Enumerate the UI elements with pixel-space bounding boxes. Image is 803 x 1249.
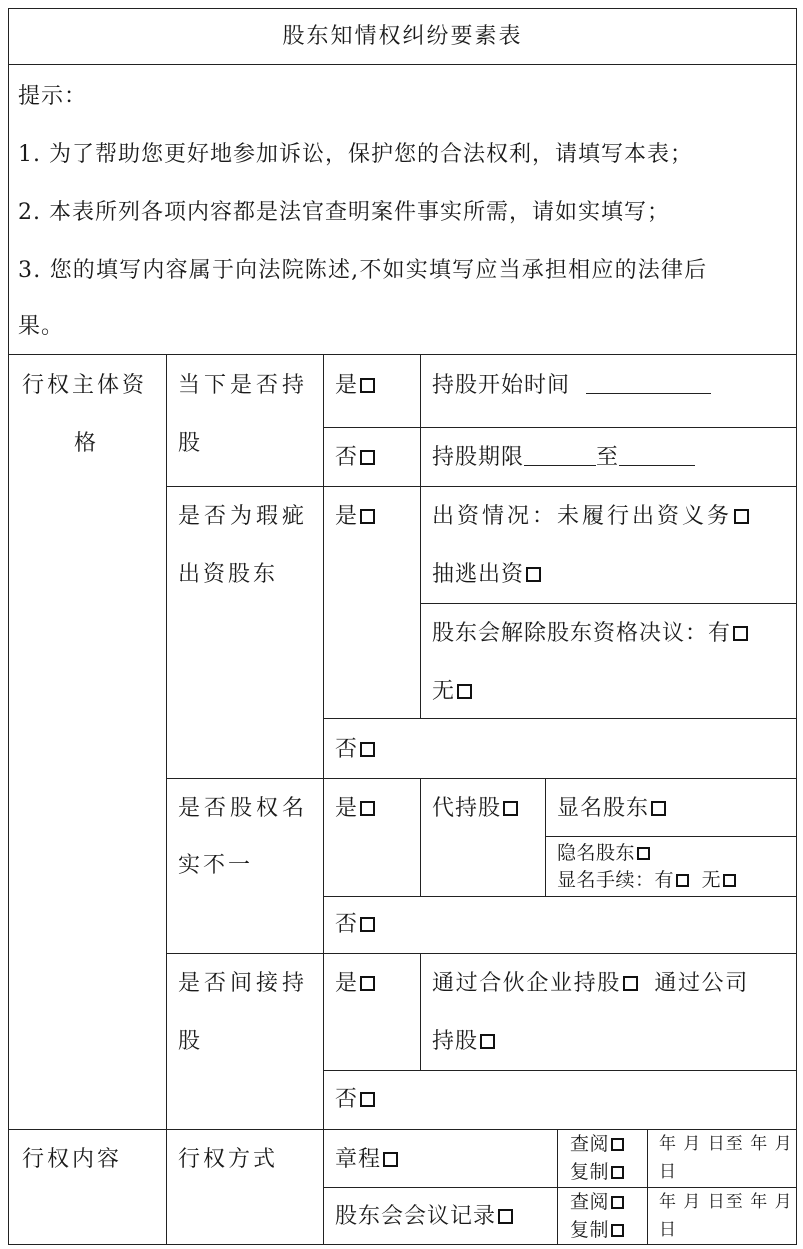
resolution-label: 股东会解除股东资格决议：有 — [432, 621, 732, 646]
defective-yes-checkbox[interactable] — [360, 509, 375, 524]
named-shareholder-option[interactable] — [557, 796, 666, 822]
procedure-label: 显名手续：有 — [557, 869, 675, 891]
articles-date-range: 年 月 日至 年 月 — [659, 1134, 793, 1154]
indirect-via-options — [432, 971, 749, 997]
via-company-option[interactable] — [432, 1029, 495, 1055]
minutes-checkbox[interactable] — [498, 1209, 513, 1224]
holding-no-label: 否 — [335, 445, 359, 470]
minutes-copy-option[interactable] — [570, 1219, 624, 1241]
indirect-yes-checkbox[interactable] — [360, 976, 375, 991]
form-title: 股东知情权纠纷要素表 — [282, 24, 523, 49]
minutes-date-range-cont: 日 — [659, 1220, 677, 1240]
named-shareholder-label: 显名股东 — [557, 796, 650, 821]
articles-view-option[interactable] — [570, 1133, 624, 1155]
resolution-yes-checkbox[interactable] — [733, 626, 748, 641]
section2-label: 行权内容 — [22, 1147, 123, 1172]
minutes-label: 股东会会议记录 — [335, 1204, 497, 1229]
resolution-no-option[interactable] — [432, 679, 472, 705]
holding-yes-option[interactable] — [335, 373, 375, 399]
holding-start-label: 持股开始时间 — [432, 373, 571, 398]
resolution-no-label: 无 — [432, 679, 456, 704]
minutes-copy-label: 复制 — [570, 1219, 610, 1241]
articles-copy-checkbox[interactable] — [611, 1166, 624, 1179]
exercise-method-label: 行权方式 — [178, 1147, 279, 1172]
nominee-question-line1: 是否股权名 — [178, 796, 309, 821]
holding-no-checkbox[interactable] — [360, 450, 375, 465]
contribution-status — [432, 504, 749, 530]
defective-no-option[interactable] — [335, 737, 375, 763]
hidden-shareholder-checkbox[interactable] — [637, 847, 650, 860]
nominee-question-line2: 实不一 — [178, 853, 254, 878]
articles-copy-label: 复制 — [570, 1161, 610, 1183]
procedure-no-label: 无 — [701, 869, 722, 891]
minutes-copy-checkbox[interactable] — [611, 1224, 624, 1237]
proxy-holding-option[interactable] — [432, 796, 518, 822]
minutes-view-checkbox[interactable] — [611, 1196, 624, 1209]
via-company-label-cont: 持股 — [432, 1029, 479, 1054]
minutes-date-range: 年 月 日至 年 月 — [659, 1192, 793, 1212]
holding-question-line2: 股 — [178, 431, 202, 456]
proxy-holding-label: 代持股 — [432, 796, 502, 821]
nominee-no-label: 否 — [335, 912, 359, 937]
holding-period-to-blank[interactable] — [619, 445, 695, 466]
articles-checkbox[interactable] — [383, 1152, 398, 1167]
indirect-no-label: 否 — [335, 1087, 359, 1112]
defective-yes-label: 是 — [335, 504, 359, 529]
indirect-no-checkbox[interactable] — [360, 1092, 375, 1107]
holding-period-label: 持股期限 — [432, 445, 525, 470]
resolution-no-checkbox[interactable] — [457, 684, 472, 699]
proxy-holding-checkbox[interactable] — [503, 801, 518, 816]
section-label-line2: 格 — [74, 431, 98, 456]
hidden-shareholder-label: 隐名股东 — [557, 842, 636, 864]
nominee-no-option[interactable] — [335, 912, 375, 938]
defective-question-line1: 是否为瑕疵 — [178, 504, 309, 529]
notice-line-3: 3. 您的填写内容属于向法院陈述,不如实填写应当承担相应的法律后 — [18, 258, 708, 283]
nominee-yes-checkbox[interactable] — [360, 801, 375, 816]
named-shareholder-checkbox[interactable] — [651, 801, 666, 816]
section-label-line1: 行权主体资 — [22, 373, 148, 398]
articles-copy-option[interactable] — [570, 1161, 624, 1183]
notice-heading: 提示： — [18, 84, 88, 109]
holding-period-from-blank[interactable] — [524, 445, 596, 466]
procedure-yes-checkbox[interactable] — [676, 874, 689, 887]
nominee-yes-option[interactable] — [335, 796, 375, 822]
resolution-status — [432, 621, 748, 647]
nominee-yes-label: 是 — [335, 796, 359, 821]
indirect-question-line2: 股 — [178, 1029, 202, 1054]
via-company-checkbox[interactable] — [480, 1034, 495, 1049]
holding-start-blank[interactable] — [586, 373, 711, 394]
notice-line-3-cont: 果。 — [18, 314, 65, 339]
holding-period — [432, 445, 695, 471]
indirect-no-option[interactable] — [335, 1087, 375, 1113]
withdrawal-option[interactable] — [432, 562, 541, 588]
via-partnership-checkbox[interactable] — [623, 976, 638, 991]
nominee-no-checkbox[interactable] — [360, 917, 375, 932]
holding-yes-label: 是 — [335, 373, 359, 398]
withdrawal-label: 抽逃出资 — [432, 562, 525, 587]
holding-start-time — [432, 373, 711, 399]
via-company-label: 通过公司 — [654, 971, 749, 996]
via-partnership-label: 通过合伙企业持股 — [432, 971, 621, 996]
articles-date-range-cont: 日 — [659, 1162, 677, 1182]
minutes-view-label: 查阅 — [570, 1191, 610, 1213]
holding-yes-checkbox[interactable] — [360, 378, 375, 393]
articles-option[interactable] — [335, 1147, 398, 1173]
hidden-shareholder-option[interactable] — [557, 842, 650, 864]
notice-line-1: 1. 为了帮助您更好地参加诉讼，保护您的合法权利，请填写本表； — [18, 142, 693, 167]
articles-view-checkbox[interactable] — [611, 1138, 624, 1151]
withdrawal-checkbox[interactable] — [526, 567, 541, 582]
procedure-no-checkbox[interactable] — [723, 874, 736, 887]
indirect-yes-label: 是 — [335, 971, 359, 996]
defective-no-checkbox[interactable] — [360, 742, 375, 757]
minutes-view-option[interactable] — [570, 1191, 624, 1213]
defective-question-line2: 出资股东 — [178, 562, 279, 587]
disclosure-procedure — [557, 869, 736, 891]
holding-question-line1: 当下是否持 — [178, 373, 309, 398]
holding-no-option[interactable] — [335, 445, 375, 471]
articles-label: 章程 — [335, 1147, 382, 1172]
indirect-question-line1: 是否间接持 — [178, 971, 309, 996]
indirect-yes-option[interactable] — [335, 971, 375, 997]
unpaid-contribution-checkbox[interactable] — [734, 509, 749, 524]
minutes-option[interactable] — [335, 1204, 513, 1230]
articles-view-label: 查阅 — [570, 1133, 610, 1155]
defective-yes-option[interactable] — [335, 504, 375, 530]
notice-line-2: 2. 本表所列各项内容都是法官查明案件事实所需，请如实填写； — [18, 200, 670, 225]
contribution-status-label: 出资情况：未履行出资义务 — [432, 504, 733, 529]
holding-period-to: 至 — [596, 445, 620, 470]
defective-no-label: 否 — [335, 737, 359, 762]
